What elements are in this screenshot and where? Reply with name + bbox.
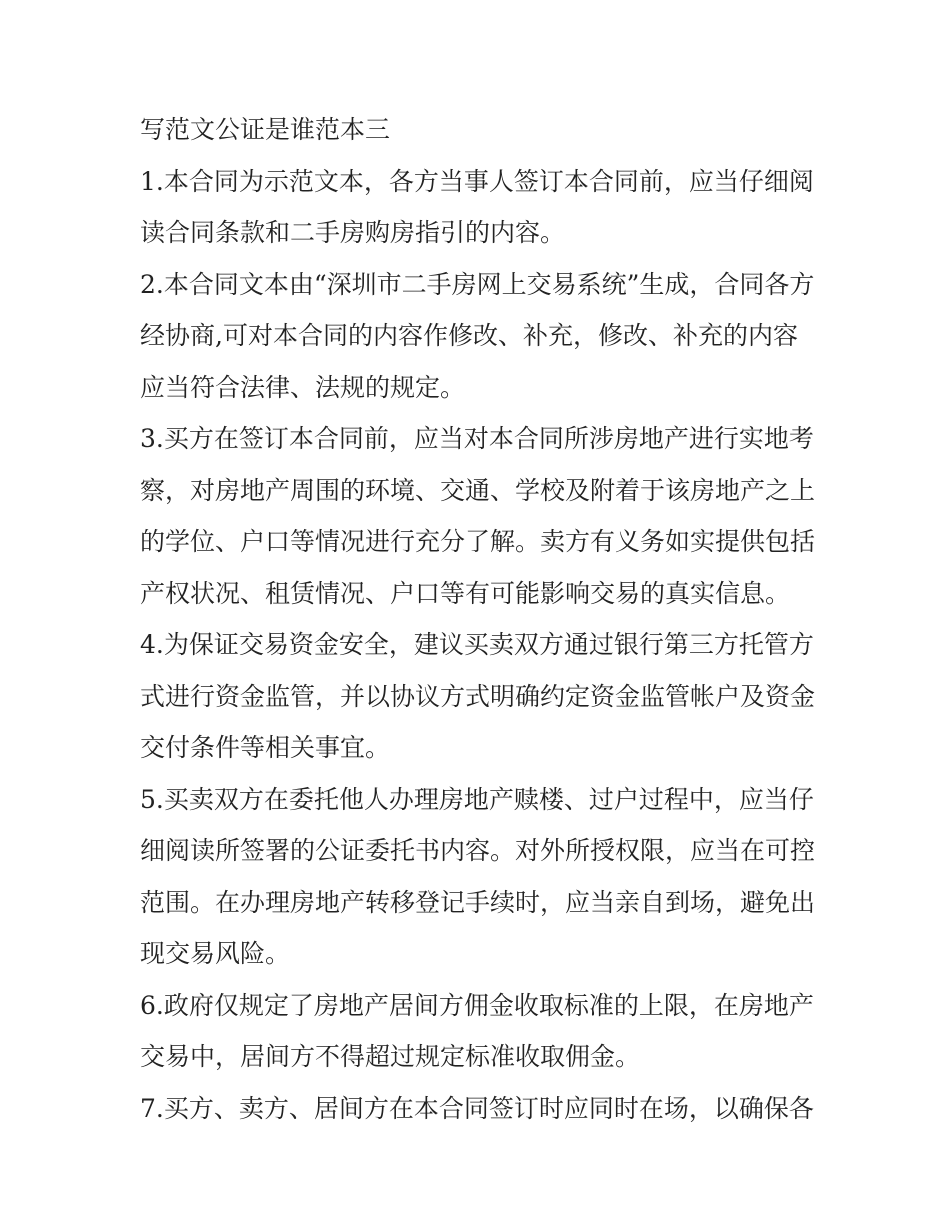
document-body	[140, 104, 820, 1134]
text-line: 产权状况、租赁情况、户口等有可能影响交易的真实信息。	[140, 578, 791, 608]
text-line: 经协商,可对本合同的内容作修改、补充，修改、补充的内容	[140, 321, 798, 350]
text-line: 4.为保证交易资金安全，建议买卖双方通过银行第三方托管方	[140, 630, 814, 659]
text-line: 范围。在办理房地产转移登记手续时，应当亲自到场，避免出	[140, 887, 816, 917]
text-line: 交易中，居间方不得超过规定标准收取佣金。	[140, 1042, 641, 1071]
text-line: 读合同条款和二手房购房指引的内容。	[140, 218, 566, 247]
text-line: 5.买卖双方在委托他人办理房地产赎楼、过户过程中，应当仔	[140, 784, 814, 814]
text-line: 2.本合同文本由“深圳市二手房网上交易系统”生成，合同各方	[140, 269, 815, 299]
text-line: 的学位、户口等情况进行充分了解。卖方有义务如实提供包括	[140, 527, 816, 556]
text-line: 交付条件等相关事宜。	[140, 733, 391, 762]
text-line: 式进行资金监管，并以协议方式明确约定资金监管帐户及资金	[140, 681, 816, 711]
text-line: 1.本合同为示范文本，各方当事人签订本合同前，应当仔细阅	[140, 166, 814, 196]
text-line: 应当符合法律、法规的规定。	[140, 372, 466, 402]
text-line: 察，对房地产周围的环境、交通、学校及附着于该房地产之上	[140, 475, 816, 505]
text-line: 现交易风险。	[140, 939, 291, 968]
text-line: 7.买方、卖方、居间方在本合同签订时应同时在场，以确保各	[140, 1093, 814, 1123]
text-line: 细阅读所签署的公证委托书内容。对外所授权限，应当在可控	[140, 836, 816, 865]
text-line: 6.政府仅规定了房地产居间方佣金收取标准的上限，在房地产	[140, 990, 814, 1020]
text-line: 3.买方在签订本合同前，应当对本合同所涉房地产进行实地考	[140, 424, 814, 453]
document-title: 写范文公证是谁范本三	[140, 115, 391, 144]
